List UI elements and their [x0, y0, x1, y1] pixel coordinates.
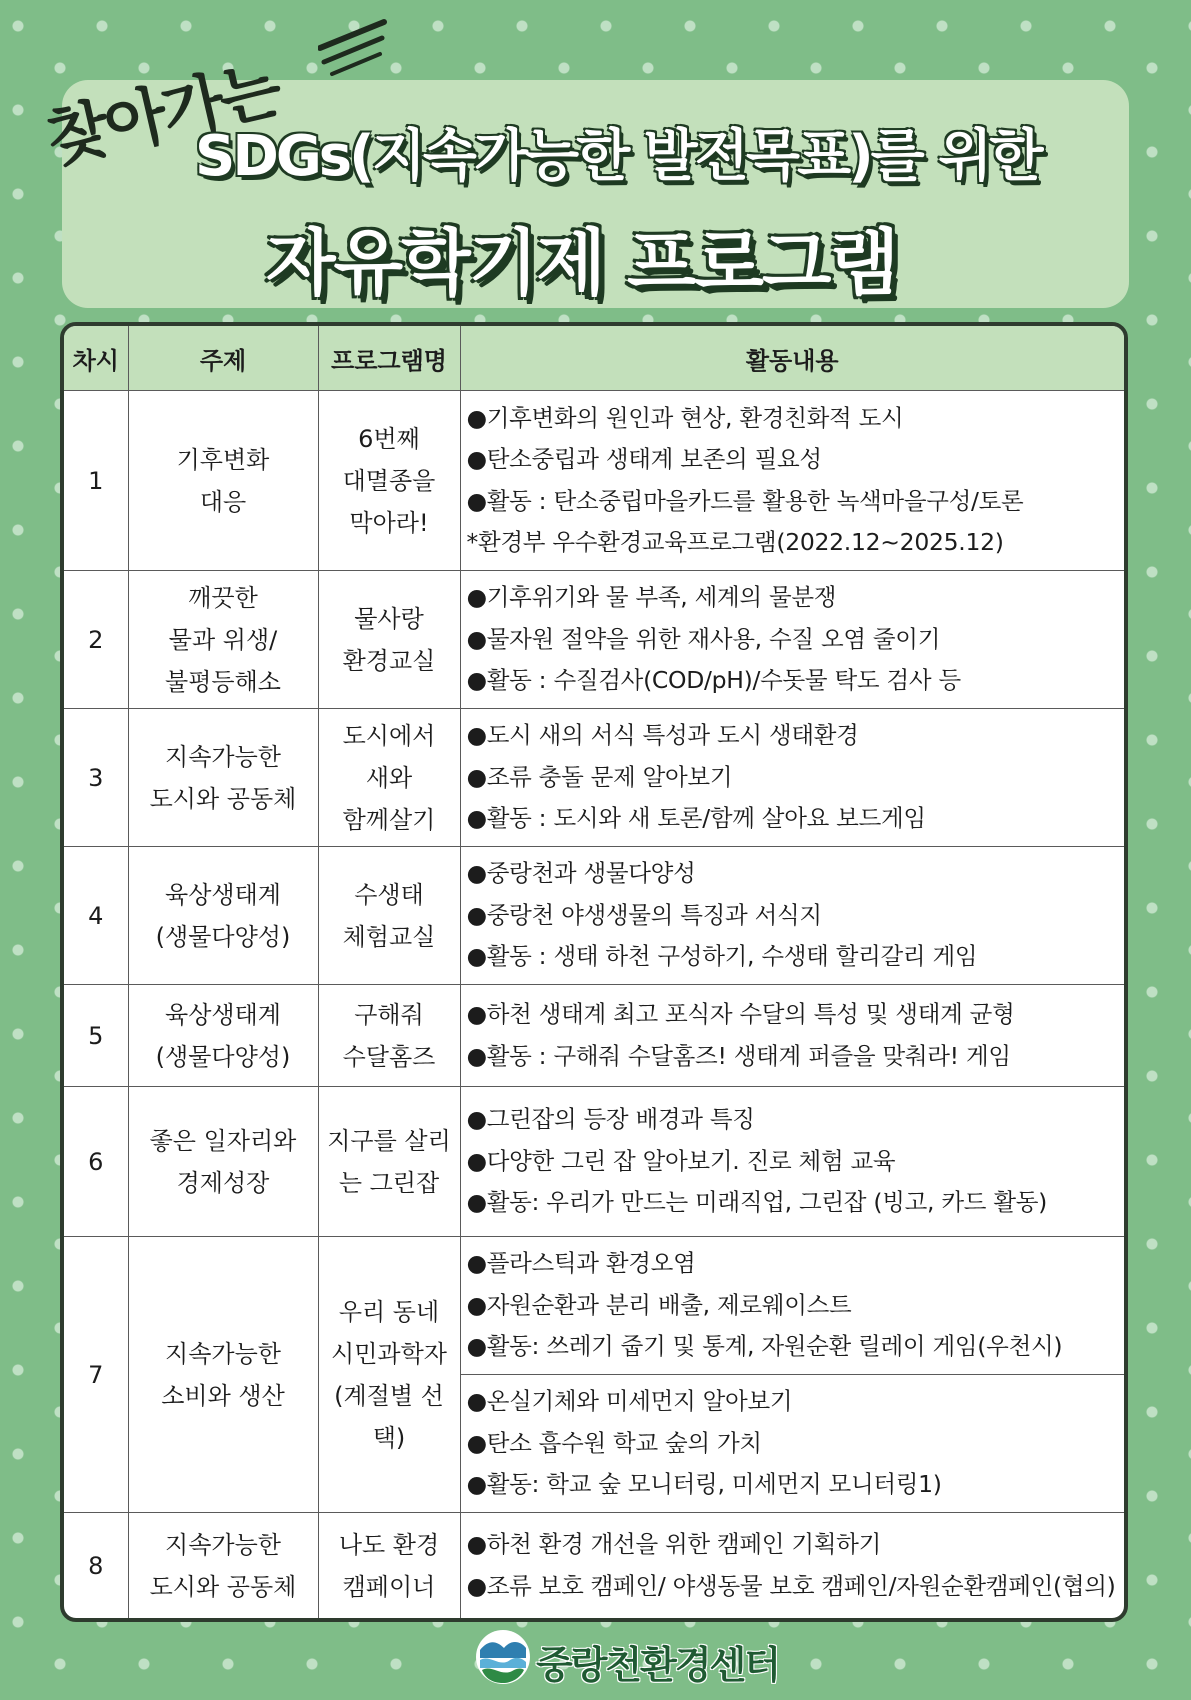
activity-item: ●조류 보호 캠페인/ 야생동물 보호 캠페인/자원순환캠페인(협의)	[466, 1571, 1116, 1600]
activity-item: ●플라스틱과 환경오염	[466, 1249, 696, 1278]
activities-cell	[460, 1513, 1124, 1619]
program-line: 물사랑	[354, 604, 424, 633]
session-number: 3	[64, 709, 128, 847]
topic-line: (생물다양성)	[155, 922, 291, 951]
program-table	[60, 322, 1128, 1622]
program-line: 새와	[365, 763, 413, 792]
session-number: 8	[64, 1513, 128, 1619]
activity-item: ●활동: 쓰레기 줍기 및 통계, 자원순환 릴레이 게임(우천시)	[466, 1332, 1063, 1361]
activity-item: ●활동 : 구해줘 수달홈즈! 생태계 퍼즐을 맞춰라! 게임	[466, 1041, 1011, 1070]
program-line: 우리 동네	[338, 1297, 440, 1326]
topic-line: 도시와 공동체	[149, 1572, 297, 1601]
table-row	[64, 1087, 1124, 1237]
activity-item: ●조류 충돌 문제 알아보기	[466, 762, 733, 791]
activities-cell	[460, 709, 1124, 847]
title-top-text: 찾아가는	[40, 52, 287, 179]
program-line: 환경교실	[342, 646, 436, 675]
topic-line: 육상생태계	[165, 1000, 281, 1029]
program-cell	[318, 1237, 460, 1513]
topic-cell	[128, 1237, 318, 1513]
activity-item: ●도시 새의 서식 특성과 도시 생태환경	[466, 721, 859, 750]
program-cell	[318, 847, 460, 985]
session-number: 1	[64, 391, 128, 571]
session-number: 4	[64, 847, 128, 985]
activity-item: ●기후변화의 원인과 현상, 환경친화적 도시	[466, 403, 904, 432]
table-row	[64, 391, 1124, 571]
topic-line: 경제성장	[176, 1168, 270, 1197]
program-line: 구해줘	[354, 1000, 424, 1029]
topic-line: 지속가능한	[165, 1530, 281, 1559]
topic-line: 대응	[199, 487, 247, 516]
topic-line: 물과 위생/	[168, 625, 278, 654]
activity-item: ●활동 : 도시와 새 토론/함께 살아요 보드게임	[466, 804, 926, 833]
program-line: 나도 환경	[338, 1530, 440, 1559]
program-line: 지구를 살리	[327, 1126, 451, 1155]
activities-cell	[460, 847, 1124, 985]
topic-cell	[128, 571, 318, 709]
activity-note: *환경부 우수환경교육프로그램(2022.12~2025.12)	[466, 528, 1004, 556]
program-cell	[318, 985, 460, 1087]
topic-line: (생물다양성)	[155, 1042, 291, 1071]
table-row	[64, 985, 1124, 1087]
program-line: 6번째	[358, 424, 420, 453]
activities-cell	[460, 1087, 1124, 1237]
topic-cell	[128, 847, 318, 985]
program-cell	[318, 709, 460, 847]
table-row	[64, 1237, 1124, 1375]
center-logo	[474, 1628, 779, 1688]
title-subtitle: SDGs(지속가능한 발전목표)를 위한	[195, 124, 1041, 189]
program-line: 체험교실	[342, 922, 436, 951]
topic-cell	[128, 391, 318, 571]
activity-item: ●하천 환경 개선을 위한 캠페인 기획하기	[466, 1530, 881, 1559]
header-activities: 활동내용	[460, 326, 1124, 391]
program-line: 는 그린잡	[338, 1168, 440, 1197]
table-row	[64, 571, 1124, 709]
program-line: (계절별 선택)	[334, 1381, 444, 1452]
table-row	[64, 709, 1124, 847]
header-topic: 주제	[128, 326, 318, 391]
session-number: 7	[64, 1237, 128, 1513]
activities-cell	[460, 1237, 1124, 1375]
activities-cell	[460, 1375, 1124, 1513]
header-program: 프로그램명	[318, 326, 460, 391]
topic-cell	[128, 1087, 318, 1237]
program-cell	[318, 391, 460, 571]
activity-item: ●중랑천과 생물다양성	[466, 859, 696, 888]
program-line: 수달홈즈	[342, 1042, 436, 1071]
session-number: 6	[64, 1087, 128, 1237]
session-number: 5	[64, 985, 128, 1087]
topic-line: 기후변화	[176, 445, 270, 474]
activity-item: ●온실기체와 미세먼지 알아보기	[466, 1387, 793, 1416]
activities-cell	[460, 571, 1124, 709]
topic-line: 불평등해소	[165, 667, 281, 696]
activity-item: ●탄소 흡수원 학교 숲의 가치	[466, 1428, 762, 1457]
program-cell	[318, 1513, 460, 1619]
activity-item: ●중랑천 야생생물의 특징과 서식지	[466, 900, 822, 929]
activity-item: ●활동 : 탄소중립마을카드를 활용한 녹색마을구성/토론	[466, 486, 1024, 515]
program-line: 도시에서	[342, 721, 436, 750]
program-cell	[318, 571, 460, 709]
topic-line: 지속가능한	[165, 742, 281, 771]
activity-item: ●하천 생태계 최고 포식자 수달의 특성 및 생태계 균형	[466, 1000, 1015, 1028]
wave-logo-icon	[474, 1628, 532, 1686]
activity-item: ●다양한 그린 잡 알아보기. 진로 체험 교육	[466, 1146, 896, 1175]
activity-item: ●활동: 학교 숲 모니터링, 미세먼지 모니터링1)	[466, 1470, 942, 1499]
page-title: 자유학기제 프로그램	[266, 221, 898, 305]
program-line: 캠페이너	[342, 1572, 436, 1601]
activity-item: ●자원순환과 분리 배출, 제로웨이스트	[466, 1290, 852, 1319]
activities-cell	[460, 985, 1124, 1087]
topic-cell	[128, 709, 318, 847]
topic-line: 깨끗한	[188, 583, 258, 612]
topic-line: 육상생태계	[165, 880, 281, 909]
activities-cell	[460, 391, 1124, 571]
topic-line: 소비와 생산	[161, 1381, 285, 1410]
activity-item: ●탄소중립과 생태계 보존의 필요성	[466, 445, 822, 473]
topic-line: 지속가능한	[165, 1339, 281, 1368]
program-line: 막아라!	[349, 508, 429, 537]
topic-cell	[128, 985, 318, 1087]
center-name: 중랑천환경센터	[536, 1643, 779, 1687]
table-row	[64, 847, 1124, 985]
activity-item: ●활동 : 수질검사(COD/pH)/수돗물 탁도 검사 등	[466, 666, 961, 695]
topic-line: 좋은 일자리와	[149, 1126, 297, 1155]
activity-item: ●활동 : 생태 하천 구성하기, 수생태 할리갈리 게임	[466, 942, 978, 971]
activity-item: ●물자원 절약을 위한 재사용, 수질 오염 줄이기	[466, 624, 941, 653]
session-number: 2	[64, 571, 128, 709]
program-line: 시민과학자	[331, 1339, 447, 1368]
activity-item: ●활동: 우리가 만드는 미래직업, 그린잡 (빙고, 카드 활동)	[466, 1188, 1048, 1217]
topic-line: 도시와 공동체	[149, 784, 297, 813]
topic-cell	[128, 1513, 318, 1619]
program-line: 수생태	[354, 880, 424, 909]
activity-item: ●기후위기와 물 부족, 세계의 물분쟁	[466, 583, 837, 612]
program-line: 함께살기	[342, 805, 436, 834]
program-cell	[318, 1087, 460, 1237]
header-session: 차시	[64, 326, 128, 391]
table-header-row	[64, 326, 1124, 391]
program-line: 대멸종을	[342, 466, 436, 495]
table-row	[64, 1513, 1124, 1619]
activity-item: ●그린잡의 등장 배경과 특징	[466, 1105, 755, 1134]
